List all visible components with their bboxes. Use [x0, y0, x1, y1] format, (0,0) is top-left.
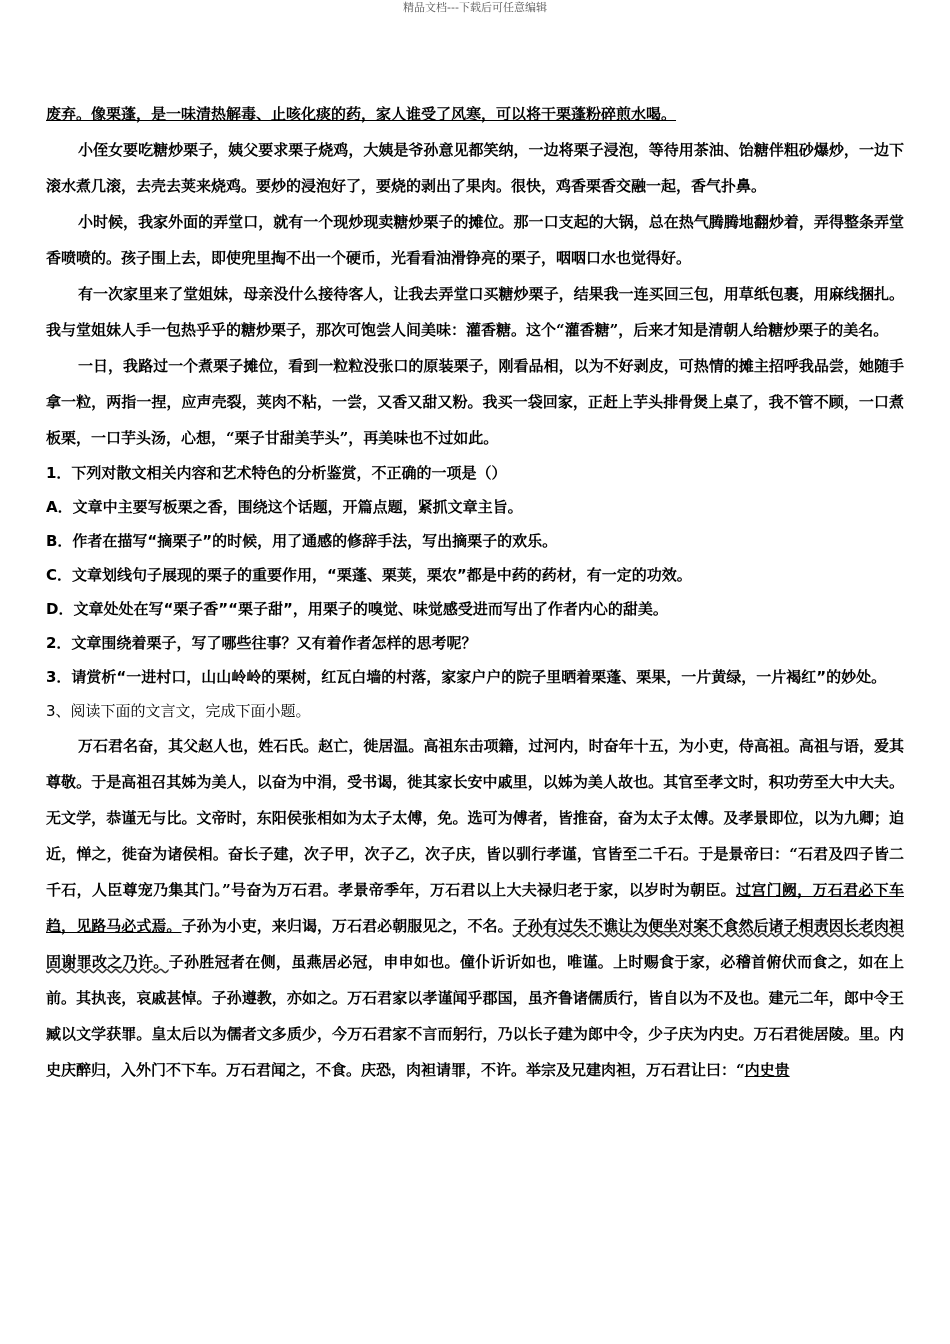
essay-paragraph: 小时候，我家外面的弄堂口，就有一个现炒现卖糖炒栗子的摊位。那一口支起的大锅，总在热气腾腾地翻炒着，弄得整条弄堂香喷喷的。孩子围上去，即使兜里掏不出一个硬币，光看看油滑铮亮的栗子，咽咽口水也觉得好。 — [46, 213, 904, 267]
option-a: A．文章中主要写板栗之香，围绕这个话题，开篇点题，紧抓文章主旨。 — [46, 498, 523, 516]
document-body — [46, 96, 904, 1088]
underlined-sentence: 内史贵 — [744, 1061, 790, 1079]
question-1: 1．下列对散文相关内容和艺术特色的分析鉴赏，不正确的一项是（） — [46, 464, 507, 482]
classical-sentence: 子孙胜冠者在侧，虽燕居必冠，申申如也。僮仆䜣䜣如也，唯谨。上时赐食于家，必稽首俯伏而食之，如在上前。其执丧，哀戚甚悼。子孙遵教，亦如之。万石君家以孝谨闻乎郡国，虽齐鲁诸儒质行，皆自以为不及也。建元二年，郎中令王臧以文学获罪。皇太后以为儒者文多质少，今万石君家不言而躬行，乃以长子建为郎中令，少子庆为内史。万石君徙居陵。里。内史庆醉归，入外门不下车。万石君闻之，不食。庆恐，肉袒请罪，不许。举宗及兄建肉袒，万石君让曰：“ — [46, 953, 904, 1079]
option-c: C．文章划线句子展现的栗子的重要作用，“栗蓬、栗荚，栗农”都是中药的药材，有一定的功效。 — [46, 566, 692, 584]
option-d: D．文章处处在写“栗子香”“栗子甜”，用栗子的嗅觉、味觉感受进而写出了作者内心的甜美。 — [46, 600, 668, 618]
essay-paragraph: 有一次家里来了堂姐妹，母亲没什么接待客人，让我去弄堂口买糖炒栗子，结果我一连买回三包，用草纸包裹，用麻线捆扎。我与堂姐妹人手一包热乎乎的糖炒栗子，那次可饱尝人间美味：灌香糖。这个“灌香糖”，后来才知是清朝人给糖炒栗子的美名。 — [46, 285, 904, 339]
underlined-sentence: 过宫门阙，万石君必下车趋，见路马必式焉。 — [46, 881, 904, 935]
section-3-heading: 3、阅读下面的文言文，完成下面小题。 — [46, 702, 311, 720]
essay-paragraph: 小侄女要吃糖炒栗子，姨父要求栗子烧鸡，大姨是爷孙意见都笑纳，一边将栗子浸泡，等待用茶油、饴糖伴粗砂爆炒，一边下滚水煮几滚，去壳去荚来烧鸡。要炒的浸泡好了，要烧的剥出了果肉。很快，鸡香栗香交融一起，香气扑鼻。 — [46, 141, 904, 195]
essay-paragraph — [46, 96, 904, 132]
option-b: B．作者在描写“摘栗子”的时候，用了通感的修辞手法，写出摘栗子的欢乐。 — [46, 532, 558, 550]
wavy-underlined-sentence: 子孙有过失不谯让为便坐对案不食然后诸子相责因长老肉袒固谢罪改之乃许。 — [46, 917, 904, 971]
page-header: 精品文档---下载后可任意编辑 — [403, 1, 547, 14]
classical-sentence: 万石君名奋，其父赵人也，姓石氏。赵亡，徙居温。高祖东击项籍，过河内，时奋年十五，为小吏，侍高祖。高祖与语，爱其尊敬。于是高祖召其姊为美人，以奋为中涓，受书谒，徙其家长安中戚里，以姊为美人故也。其官至孝文时，积功劳至大中大夫。无文学，恭谨无与比。文帝时，东阳侯张相如为太子太傅，免。选可为傅者，皆推奋，奋为太子太傅。及孝景即位，以为九卿；迫近，惮之，徙奋为诸侯相。奋长子建，次子甲，次子乙，次子庆，皆以驯行孝谨，官皆至二千石。于是景帝曰：“石君及四子皆二千石，人臣尊宠乃集其门。”号奋为万石君。孝景帝季年，万石君以上大夫禄归老于家，以岁时为朝臣。 — [46, 737, 904, 899]
question-3: 3．请赏析“一进村口，山山岭岭的栗树，红瓦白墙的村落，家家户户的院子里晒着栗蓬、栗果，一片黄绿，一片褐红”的妙处。 — [46, 668, 887, 686]
classical-sentence: 子孙为小吏，来归谒，万石君必朝服见之，不名。 — [181, 917, 513, 935]
underlined-sentence: 废弃。像栗蓬，是一味清热解毒、止咳化痰的药，家人谁受了风寒，可以将干栗蓬粉碎煎水喝。 — [46, 105, 677, 123]
classical-text — [46, 728, 904, 1088]
question-2: 2．文章围绕着栗子，写了哪些往事？又有着作者怎样的思考呢？ — [46, 634, 477, 652]
essay-paragraph: 一日，我路过一个煮栗子摊位，看到一粒粒没张口的原装栗子，刚看品相，以为不好剥皮，可热情的摊主招呼我品尝，她随手拿一粒，两指一捏，应声壳裂，荚肉不粘，一尝，又香又甜又粉。我买一袋回家，正赶上芋头排骨煲上桌了，我不管不顾，一口煮板栗，一口芋头汤，心想，“栗子甘甜美芋头”，再美味也不过如此。 — [46, 357, 904, 447]
